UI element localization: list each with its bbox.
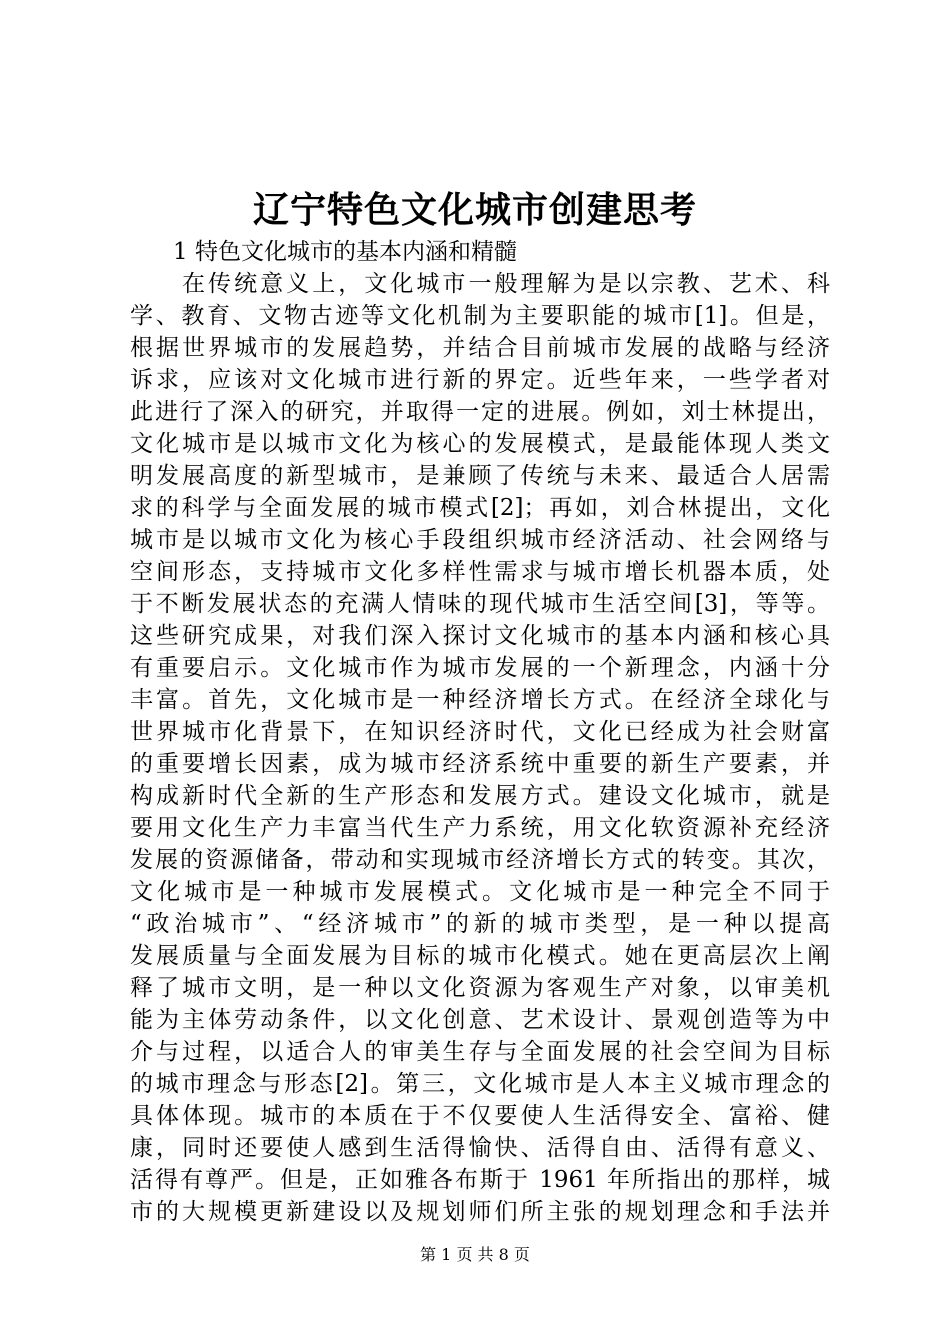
body-line: 能为主体劳动条件，以文化创意、艺术设计、景观创造等为中: [130, 1007, 830, 1033]
body-line: 诉求，应该对文化城市进行新的界定。近些年来，一些学者对: [130, 367, 830, 393]
body-line: 空间形态，支持城市文化多样性需求与城市增长机器本质，处: [130, 559, 830, 585]
body-line: 的城市理念与形态[2]。第三，文化城市是人本主义城市理念的: [130, 1071, 830, 1097]
page-footer: 第 1 页 共 8 页: [420, 1245, 530, 1264]
body-line: 这些研究成果，对我们深入探讨文化城市的基本内涵和核心具: [130, 623, 830, 649]
body-line: 活得有尊严。但是，正如雅各布斯于 1961 年所指出的那样，城: [130, 1167, 830, 1193]
body-line: 学、教育、文物古迹等文化机制为主要职能的城市[1]。但是，: [130, 303, 830, 329]
body-line: 康，同时还要使人感到生活得愉快、活得自由、活得有意义、: [130, 1135, 830, 1161]
body-line: 释了城市文明，是一种以文化资源为客观生产对象，以审美机: [130, 975, 830, 1001]
body-line: 根据世界城市的发展趋势，并结合目前城市发展的战略与经济: [130, 335, 830, 361]
body-line: 求的科学与全面发展的城市模式[2]；再如，刘合林提出，文化: [130, 495, 830, 521]
body-line: 介与过程，以适合人的审美生存与全面发展的社会空间为目标: [130, 1039, 830, 1065]
document-title: 辽宁特色文化城市创建思考: [252, 189, 697, 231]
body-line: 世界城市化背景下，在知识经济时代，文化已经成为社会财富: [130, 719, 830, 745]
section-heading: 1 特色文化城市的基本内涵和精髓: [173, 239, 517, 265]
body-line: 此进行了深入的研究，并取得一定的进展。例如，刘士林提出，: [130, 399, 830, 425]
body-line: 要用文化生产力丰富当代生产力系统，用文化软资源补充经济: [130, 815, 830, 841]
body-line: 丰富。首先，文化城市是一种经济增长方式。在经济全球化与: [130, 687, 830, 713]
body-line: 市的大规模更新建设以及规划师们所主张的规划理念和手法并: [130, 1199, 830, 1225]
body-line: 在传统意义上，文化城市一般理解为是以宗教、艺术、科: [182, 271, 830, 297]
body-line: 发展的资源储备，带动和实现城市经济增长方式的转变。其次，: [130, 847, 830, 873]
body-line: 构成新时代全新的生产形态和发展方式。建设文化城市，就是: [130, 783, 830, 809]
body-line: 具体体现。城市的本质在于不仅要使人生活得安全、富裕、健: [130, 1103, 830, 1129]
body-line: “政治城市”、“经济城市”的新的城市类型，是一种以提高: [130, 911, 830, 937]
body-line: 发展质量与全面发展为目标的城市化模式。她在更高层次上阐: [130, 943, 830, 969]
body-line: 明发展高度的新型城市，是兼顾了传统与未来、最适合人居需: [130, 463, 830, 489]
body-line: 于不断发展状态的充满人情味的现代城市生活空间[3]，等等。: [130, 591, 830, 617]
body-line: 的重要增长因素，成为城市经济系统中重要的新生产要素，并: [130, 751, 830, 777]
body-line: 文化城市是一种城市发展模式。文化城市是一种完全不同于: [130, 879, 830, 905]
body-line: 城市是以城市文化为核心手段组织城市经济活动、社会网络与: [130, 527, 830, 553]
body-text: [130, 268, 830, 1228]
body-line: 文化城市是以城市文化为核心的发展模式，是最能体现人类文: [130, 431, 830, 457]
body-line: 有重要启示。文化城市作为城市发展的一个新理念，内涵十分: [130, 655, 830, 681]
